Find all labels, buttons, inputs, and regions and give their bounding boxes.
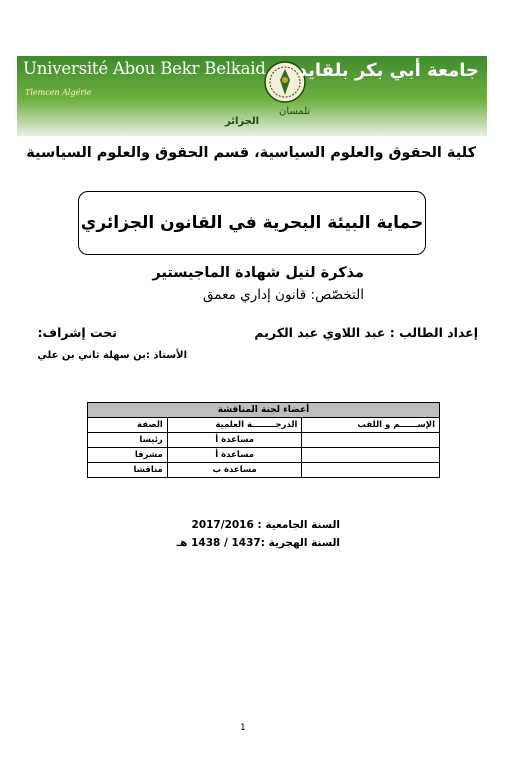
university-banner: [17, 56, 487, 136]
supervision-label: تحت إشراف:: [37, 325, 117, 340]
member-name: [302, 448, 440, 463]
column-header-name: الإســــــم و اللقب: [302, 418, 440, 433]
member-grade: مساعدة ب: [167, 463, 302, 478]
academic-year: السنة الجامعية : 2017/2016: [191, 519, 340, 531]
thesis-title-box: [78, 191, 426, 255]
hijri-year: السنة الهجرية :1437 / 1438 هـ: [176, 537, 340, 549]
committee-title: أعضاء لجنة المناقشة: [88, 403, 440, 418]
table-row: [88, 463, 440, 478]
committee-header-row: [88, 418, 440, 433]
university-country-ar: الجزائر: [225, 116, 260, 127]
memo-line: مذكرة لنيل شهادة الماجيستير: [152, 265, 364, 281]
university-city-ar: تلمسان: [279, 106, 311, 117]
member-role: مشرفا: [88, 448, 168, 463]
page-number: 1: [240, 723, 246, 733]
committee-table: [87, 402, 440, 478]
student-line: إعداد الطالب : عبد اللاوي عبد الكريم: [254, 325, 478, 340]
column-header-role: الصفة: [88, 418, 168, 433]
member-grade: مساعدة أ: [167, 448, 302, 463]
specialty-line: التخصّص: قانون إداري معمق: [203, 287, 364, 303]
professor-line: الأستاذ :بن سهلة ثاني بن علي: [37, 350, 187, 361]
thesis-title: حماية البيئة البحرية في القانون الجزائري: [80, 213, 424, 233]
member-role: رئيسا: [88, 433, 168, 448]
member-name: [302, 433, 440, 448]
university-name-ar: جامعة أبي بكر بلقايد: [297, 60, 479, 81]
member-grade: مساعدة أ: [167, 433, 302, 448]
member-role: مناقشا: [88, 463, 168, 478]
committee-title-row: [88, 403, 440, 418]
member-name: [302, 463, 440, 478]
table-row: [88, 448, 440, 463]
column-header-grade: الدرجــــــــة العلمية: [167, 418, 302, 433]
faculty-heading: كلية الحقوق والعلوم السياسية، قسم الحقوق والعلوم السياسية: [26, 145, 476, 161]
university-city-fr: Tlemcen Algérie: [25, 88, 92, 97]
university-name-fr: Université Abou Bekr Belkaid: [23, 59, 266, 78]
table-row: [88, 433, 440, 448]
